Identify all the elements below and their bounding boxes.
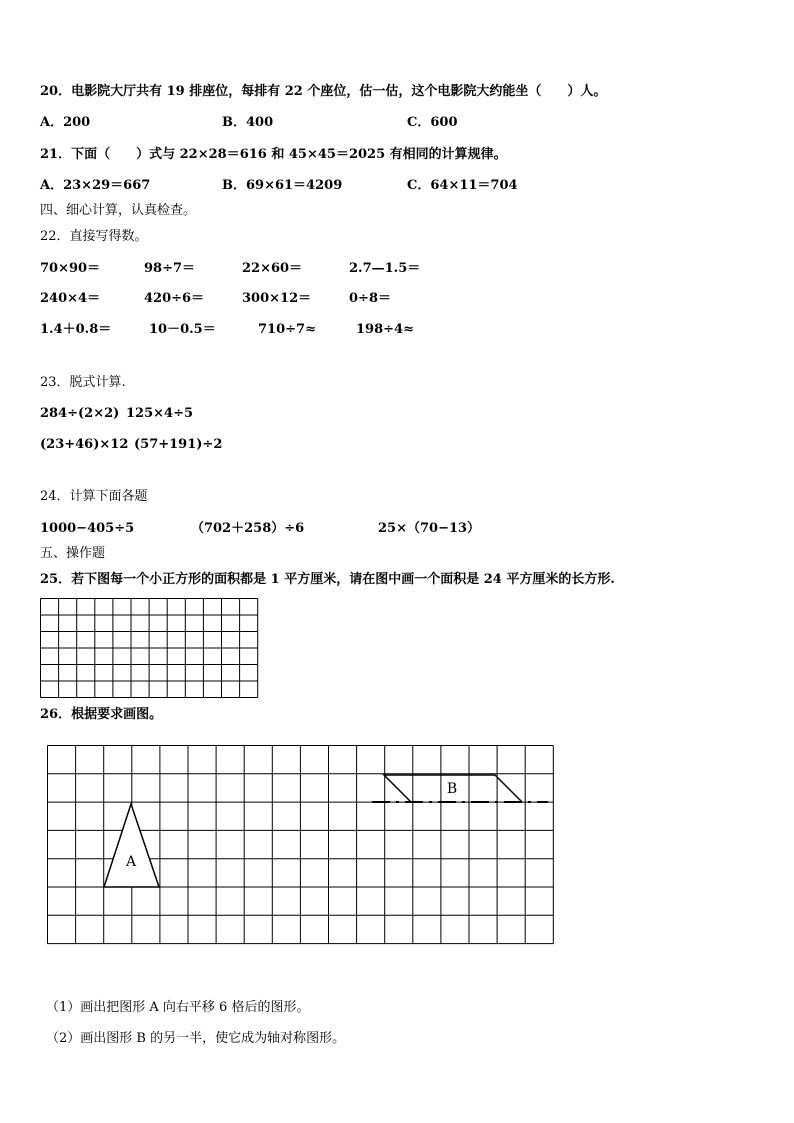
q23-title: 23．脱式计算. <box>40 375 126 390</box>
q21-option-b: B．69×61＝4209 <box>222 178 343 193</box>
shape-a-label: A <box>125 854 137 870</box>
q22-item: 70×90＝ <box>40 261 101 276</box>
q22-item: 710÷7≈ <box>258 322 316 337</box>
q23-item: (23+46)×12 <box>40 437 129 452</box>
q21-stem: 21．下面（ ）式与 22×28＝616 和 45×45＝2025 有相同的计算规律。 <box>40 147 507 162</box>
q26-sub2: （2）画出图形 B 的另一半，使它成为轴对称图形。 <box>46 1031 346 1046</box>
q20-option-c: C．600 <box>407 115 458 130</box>
q25-stem: 25．若下图每一个小正方形的面积都是 1 平方厘米，请在图中画一个面积是 24 平方厘米的长方形. <box>40 572 615 587</box>
section-heading-5: 五、操作题 <box>40 546 106 561</box>
q22-item: 2.7—1.5＝ <box>349 261 421 276</box>
q22-title: 22．直接写得数。 <box>40 229 148 244</box>
shape-b-label: B <box>446 781 458 797</box>
q21-option-a: A．23×29＝667 <box>40 178 151 193</box>
q23-item: 284÷(2×2) <box>40 406 120 421</box>
q22-item: 420÷6＝ <box>144 291 205 306</box>
q22-item: 300×12＝ <box>242 291 312 306</box>
q20-option-b: B．400 <box>222 115 274 130</box>
shape-a-triangle <box>104 804 159 887</box>
q24-item: （702＋258）÷6 <box>191 521 305 536</box>
q22-item: 240×4＝ <box>40 291 101 306</box>
q22-item: 22×60＝ <box>242 261 303 276</box>
q26-sub1: （1）画出把图形 A 向右平移 6 格后的图形。 <box>46 1000 310 1015</box>
section-heading-4: 四、细心计算，认真检查。 <box>40 203 197 218</box>
q24-item: 25×（70−13） <box>378 521 481 536</box>
q22-item: 98÷7＝ <box>144 261 196 276</box>
q22-item: 0÷8＝ <box>349 291 391 306</box>
q24-item: 1000−405÷5 <box>40 521 135 536</box>
q21-option-c: C．64×11＝704 <box>407 178 518 193</box>
q26-title: 26．根据要求画图。 <box>40 707 163 722</box>
q23-item: (57+191)÷2 <box>134 437 223 452</box>
q23-item: 125×4÷5 <box>126 406 194 421</box>
q22-item: 1.4＋0.8＝ <box>40 322 112 337</box>
q20-option-a: A．200 <box>40 115 91 130</box>
q22-item: 198÷4≈ <box>356 322 414 337</box>
q20-stem: 20．电影院大厅共有 19 排座位，每排有 22 个座位，估一估，这个电影院大约能坐（ ）人。 <box>40 84 607 99</box>
q24-title: 24．计算下面各题 <box>40 489 148 504</box>
q22-item: 10－0.5＝ <box>149 322 216 337</box>
